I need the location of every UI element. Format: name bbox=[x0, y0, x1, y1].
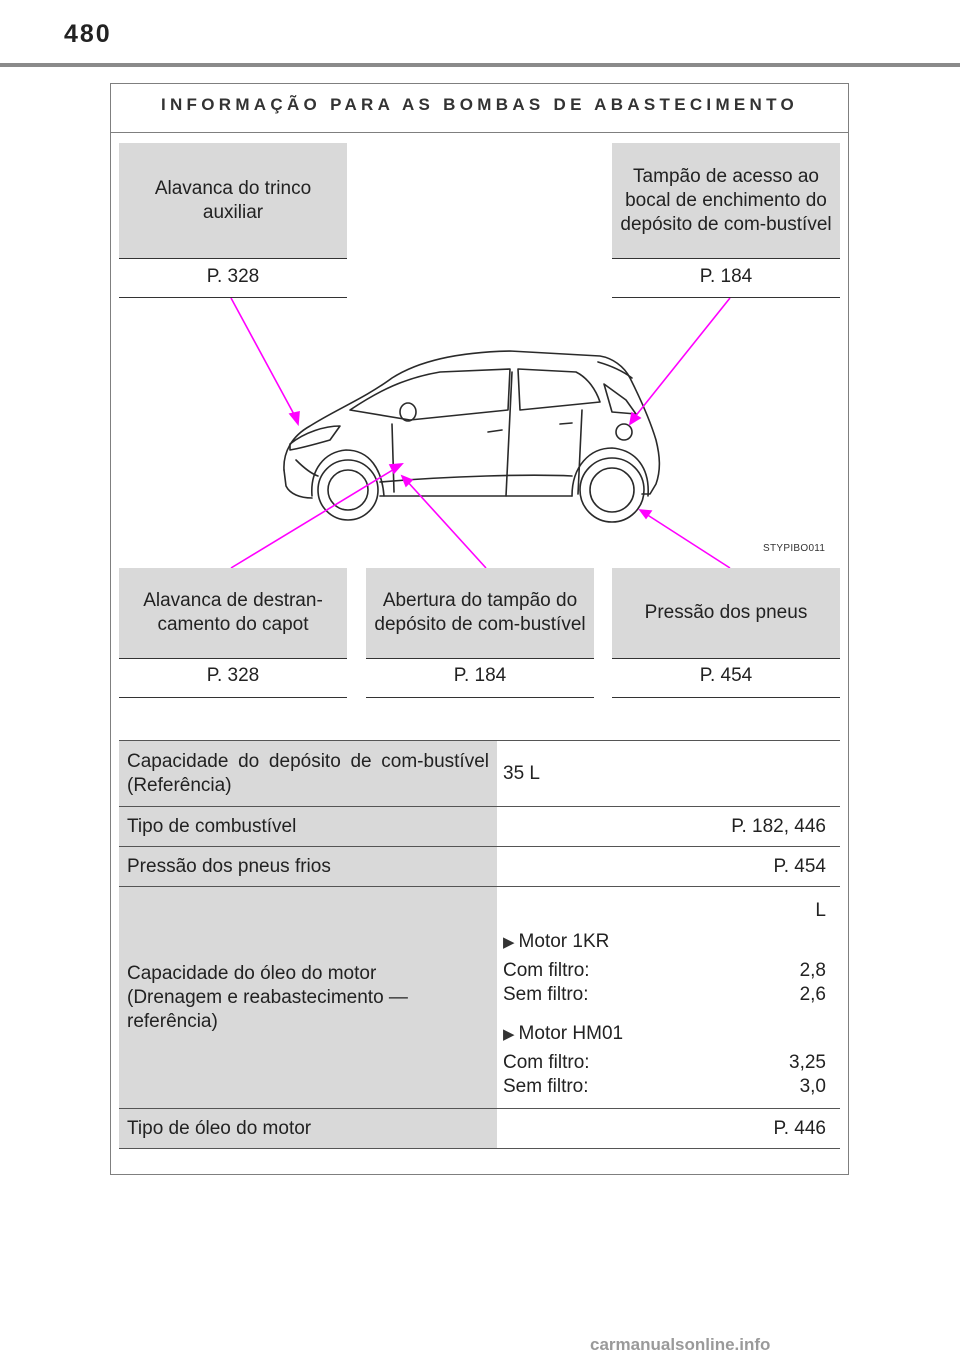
ref-hood-release: P. 328 bbox=[206, 665, 260, 686]
table-row bbox=[119, 1109, 840, 1149]
oil-type-label: Tipo de óleo do motor bbox=[119, 1109, 497, 1149]
triangle-bullet-icon: ▶ bbox=[503, 933, 515, 951]
engine-hm01-heading: ▶ Motor HM01 bbox=[503, 1022, 624, 1044]
fuel-capacity-value: 35 L bbox=[497, 741, 840, 807]
callout-divider bbox=[119, 258, 347, 259]
leader-lines bbox=[231, 298, 730, 568]
page-number: 480 bbox=[64, 20, 112, 48]
callout-divider bbox=[612, 258, 840, 259]
table-row bbox=[119, 807, 840, 847]
fuel-type-value: P. 182, 446 bbox=[497, 807, 840, 847]
figure-code: STYPIBO011 bbox=[763, 543, 826, 554]
callout-divider bbox=[366, 658, 594, 659]
callout-divider bbox=[612, 658, 840, 659]
engine-1kr-without-filter: Sem filtro: 2,6 bbox=[503, 983, 826, 1005]
watermark: carmanualsonline.info bbox=[590, 1335, 771, 1354]
callout-hood-release: Alavanca de destran-camento do capot bbox=[119, 568, 347, 658]
callout-rule bbox=[612, 697, 840, 698]
callout-fuel-cap-access: Tampão de acesso ao bocal de enchimento do depósito de com-bustível bbox=[612, 143, 840, 259]
callout-rule bbox=[119, 697, 347, 698]
engine-hm01-without-filter: Sem filtro: 3,0 bbox=[503, 1075, 826, 1097]
fuel-capacity-label: Capacidade do depósito de com-bustível (Referência) bbox=[119, 741, 497, 807]
cold-tire-pressure-label: Pressão dos pneus frios bbox=[119, 847, 497, 887]
callout-rule bbox=[119, 297, 347, 298]
oil-capacity-label: Capacidade do óleo do motor (Drenagem e reabastecimento — referência) bbox=[119, 887, 497, 1109]
oil-type-value: P. 446 bbox=[497, 1109, 840, 1149]
section-title: INFORMAÇÃO PARA AS BOMBAS DE ABASTECIMENTO bbox=[111, 83, 848, 133]
ref-fuel-door-opener: P. 184 bbox=[453, 665, 507, 686]
oil-unit: L bbox=[815, 899, 826, 921]
table-row bbox=[119, 741, 840, 807]
callout-rule bbox=[612, 297, 840, 298]
callout-tire-pressure: Pressão dos pneus bbox=[612, 568, 840, 658]
ref-fuel-cap-access: P. 184 bbox=[699, 266, 753, 287]
engine-hm01-with-filter: Com filtro: 3,25 bbox=[503, 1051, 826, 1073]
cold-tire-pressure-value: P. 454 bbox=[497, 847, 840, 887]
ref-tire-pressure: P. 454 bbox=[699, 665, 753, 686]
callout-rule bbox=[366, 697, 594, 698]
oil-capacity-value bbox=[497, 887, 840, 1109]
ref-aux-latch: P. 328 bbox=[206, 266, 260, 287]
table-row bbox=[119, 847, 840, 887]
engine-1kr-heading: ▶ Motor 1KR bbox=[503, 930, 610, 952]
car-illustration bbox=[284, 351, 659, 522]
fuel-type-label: Tipo de combustível bbox=[119, 807, 497, 847]
table-row bbox=[119, 887, 840, 1109]
callout-fuel-door-opener: Abertura do tampão do depósito de com-bustível bbox=[366, 568, 594, 658]
callout-divider bbox=[119, 658, 347, 659]
callout-aux-latch: Alavanca do trinco auxiliar bbox=[119, 143, 347, 259]
fuel-info-table bbox=[119, 740, 840, 1149]
triangle-bullet-icon: ▶ bbox=[503, 1025, 515, 1043]
engine-1kr-with-filter: Com filtro: 2,8 bbox=[503, 959, 826, 981]
